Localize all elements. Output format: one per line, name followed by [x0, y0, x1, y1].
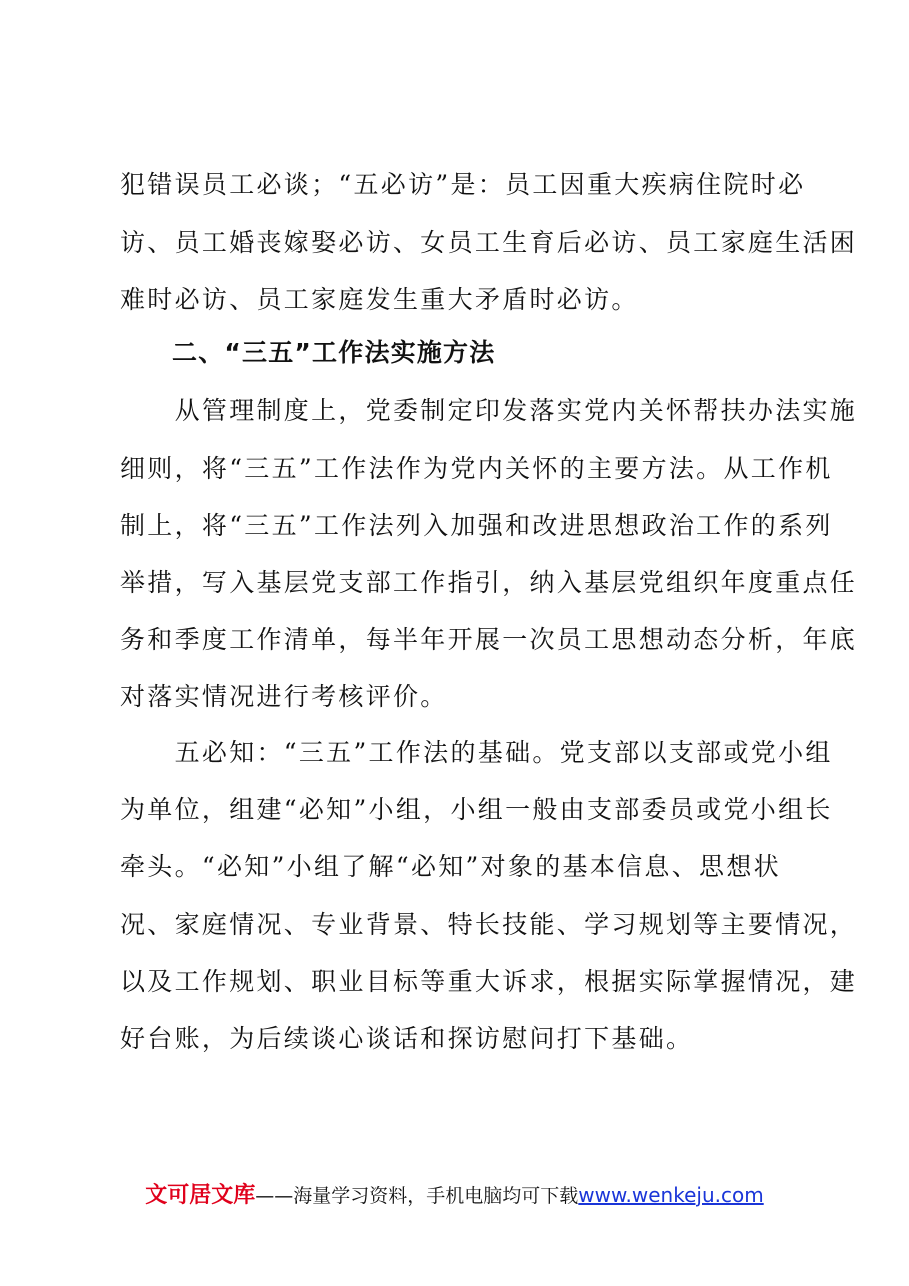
text-line: 难时必访、员工家庭发生重大矛盾时必访。	[120, 285, 639, 314]
footer-url-link[interactable]: www.wenkeju.com	[578, 1183, 764, 1207]
text-line: 对落实情况进行考核评价。	[120, 682, 448, 711]
footer-tagline: ——海量学习资料，手机电脑均可下载	[255, 1185, 579, 1207]
text-line: 牵头。“必知”小组了解“必知”对象的基本信息、思想状	[120, 852, 781, 881]
text-line: 细则，将“三五”工作法作为党内关怀的主要方法。从工作机	[120, 454, 833, 483]
text-line: 举措，写入基层党支部工作指引，纳入基层党组织年度重点任	[120, 568, 858, 597]
text-line: 为单位，组建“必知”小组，小组一般由支部委员或党小组长	[120, 795, 833, 824]
text-line: 制上，将“三五”工作法列入加强和改进思想政治工作的系列	[120, 511, 833, 540]
section-heading: 二、“三五”工作法实施方法	[172, 338, 496, 367]
text-line: 从管理制度上，党委制定印发落实党内关怀帮扶办法实施	[120, 396, 858, 425]
footer-brand: 文可居文库	[145, 1183, 256, 1208]
text-line: 况、家庭情况、专业背景、特长技能、学习规划等主要情况，	[120, 910, 858, 939]
text-line: 犯错误员工必谈；“五必访”是：员工因重大疾病住院时必	[120, 170, 806, 199]
text-line: 五必知：“三五”工作法的基础。党支部以支部或党小组	[120, 738, 833, 767]
text-line: 以及工作规划、职业目标等重大诉求，根据实际掌握情况，建	[120, 967, 858, 996]
text-line: 好台账，为后续谈心谈话和探访慰问打下基础。	[120, 1024, 694, 1053]
page-footer	[0, 1181, 909, 1210]
text-line: 访、员工婚丧嫁娶必访、女员工生育后必访、员工家庭生活困	[120, 228, 858, 257]
text-line: 务和季度工作清单，每半年开展一次员工思想动态分析，年底	[120, 625, 858, 654]
